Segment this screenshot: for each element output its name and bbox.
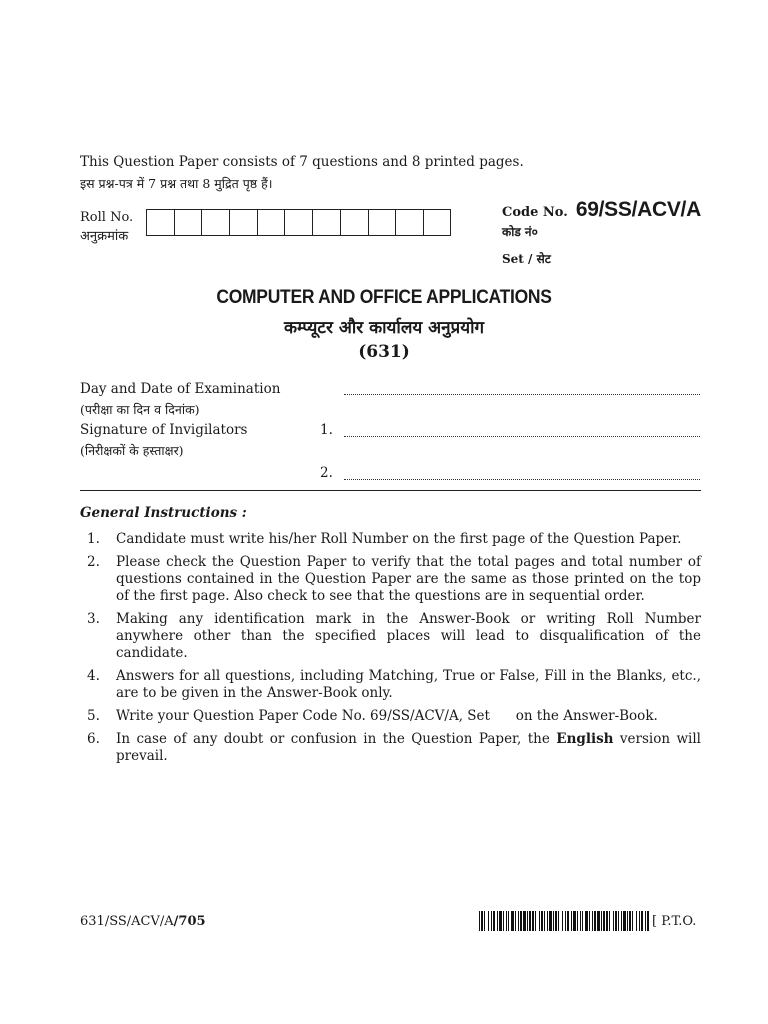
subject-title-english: COMPUTER AND OFFICE APPLICATIONS	[216, 287, 552, 308]
instruction-item: 1. Candidate must write his/her Roll Number on the first page of the Question Paper.	[87, 531, 682, 547]
page-count-hindi: इस प्रश्न-पत्र में 7 प्रश्न तथा 8 मुद्रित पृष्ठ हैं।	[80, 176, 273, 191]
barcode-icon	[479, 911, 649, 931]
instruction-item: 6. In case of any doubt or confusion in the Question Paper, the English version will prevail.	[87, 731, 701, 764]
instructions-list	[80, 531, 701, 771]
invigilator-1-dotted-line	[344, 436, 700, 437]
instruction-item: 4. Answers for all questions, including Matching, True or False, Fill in the Blanks, etc., are to be given in the Answer-Book only.	[87, 668, 701, 701]
roll-label-english: Roll No.	[80, 210, 134, 225]
roll-number-label	[80, 208, 133, 246]
roll-number-box	[257, 209, 285, 236]
roll-number-box	[395, 209, 423, 236]
invigilator-1-number: 1.	[320, 422, 333, 438]
instruction-item: 5. Write your Question Paper Code No. 69/SS/ACV/A, Set on the Answer-Book.	[87, 708, 658, 724]
roll-number-boxes	[146, 209, 451, 236]
code-label-hindi: कोड नं०	[502, 225, 538, 239]
code-block	[502, 198, 701, 267]
roll-number-box	[284, 209, 312, 236]
roll-number-box	[229, 209, 257, 236]
footer-paper-code: 631/SS/ACV/A/705	[80, 914, 206, 929]
roll-number-box	[368, 209, 396, 236]
invigilator-signature-label: Signature of Invigilators	[80, 422, 248, 438]
invigilator-2-dotted-line	[344, 479, 700, 480]
code-label: Code No.	[502, 205, 568, 220]
roll-label-hindi: अनुक्रमांक	[80, 229, 129, 244]
roll-number-box	[146, 209, 174, 236]
please-turn-over: [ P.T.O.	[652, 914, 697, 929]
exam-date-label-hindi: (परीक्षा का दिन व दिनांक)	[80, 402, 200, 417]
subject-title-hindi: कम्प्यूटर और कार्यालय अनुप्रयोग	[283, 318, 485, 338]
roll-number-box	[174, 209, 202, 236]
exam-date-dotted-line	[344, 394, 700, 395]
roll-number-box	[201, 209, 229, 236]
general-instructions-heading: General Instructions :	[80, 505, 247, 521]
code-value: 69/SS/ACV/A	[575, 198, 701, 221]
set-label: Set / सेट	[502, 252, 551, 266]
invigilator-signature-label-hindi: (निरीक्षकों के हस्ताक्षर)	[80, 443, 184, 458]
invigilator-2-number: 2.	[320, 465, 333, 481]
section-divider	[80, 490, 701, 491]
english-emphasis: English	[556, 731, 614, 747]
instruction-item: 3. Making any identification mark in the Answer-Book or writing Roll Number anywhere other than the specified places will lead to disqualification of the candidate.	[87, 611, 701, 661]
page-count-english: This Question Paper consists of 7 questions and 8 printed pages.	[80, 154, 524, 170]
roll-number-box	[423, 209, 451, 236]
subject-code: (631)	[358, 342, 410, 362]
roll-number-box	[312, 209, 340, 236]
roll-number-box	[340, 209, 368, 236]
instruction-item: 2. Please check the Question Paper to verify that the total pages and total number of questions contained in the Question Paper are the same as those printed on the top of the first page. Also check to see that the questions are in sequential order.	[87, 554, 701, 604]
exam-date-label: Day and Date of Examination	[80, 381, 281, 397]
